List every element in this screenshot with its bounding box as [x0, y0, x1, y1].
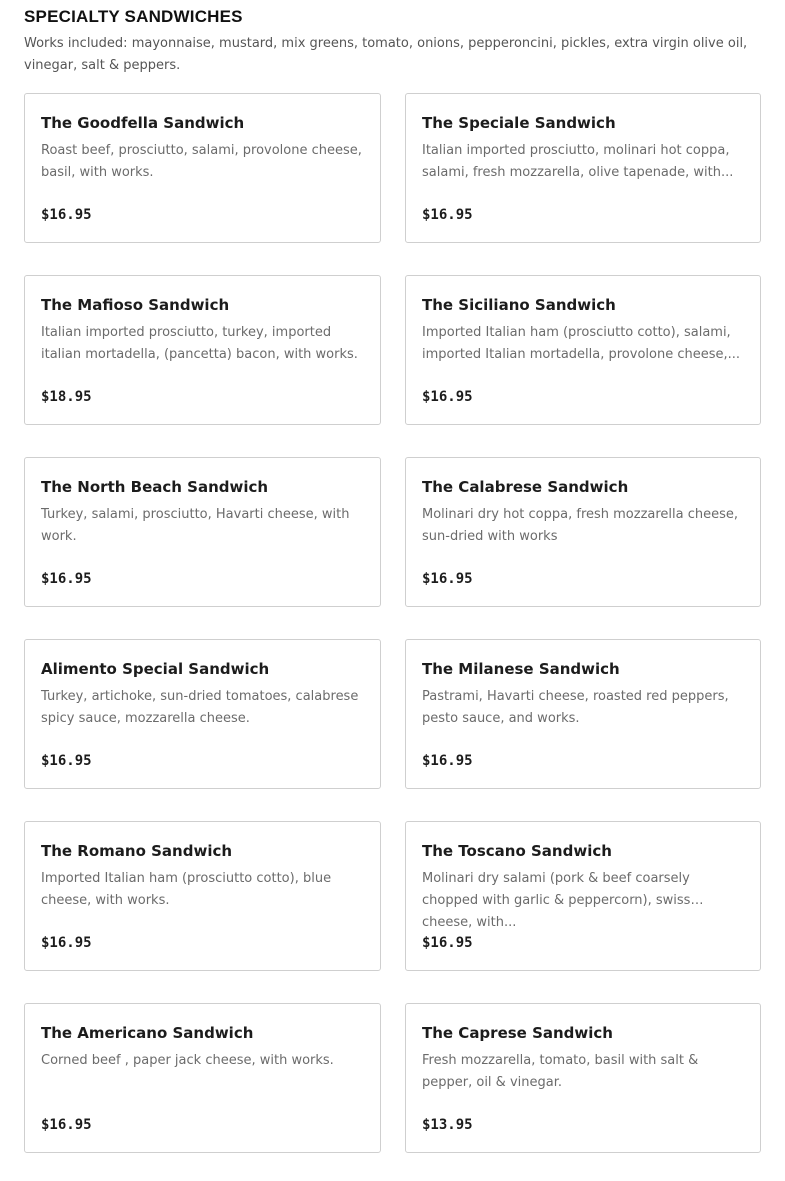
menu-item-description: Fresh mozzarella, tomato, basil with salt & pepper, oil & vinegar.	[422, 1053, 699, 1090]
menu-item-price: $16.95	[41, 207, 92, 223]
menu-item-description: Corned beef , paper jack cheese, with works.	[41, 1053, 334, 1068]
menu-item-price: $16.95	[422, 753, 473, 769]
menu-item-price: $16.95	[422, 207, 473, 223]
menu-item-price: $16.95	[422, 389, 473, 405]
menu-item-description: Imported Italian ham (prosciutto cotto), blue cheese, with works.	[41, 871, 332, 908]
menu-item-price: $13.95	[422, 1117, 473, 1133]
menu-item-grid	[24, 93, 761, 1153]
menu-item-price: $16.95	[41, 1117, 92, 1133]
menu-item-description: Pastrami, Havarti cheese, roasted red peppers, pesto sauce, and works.	[422, 689, 729, 726]
menu-item-description: Imported Italian ham (prosciutto cotto), salami, imported Italian mortadella, provolone cheese,...	[422, 325, 741, 362]
menu-item-description: Turkey, artichoke, sun-dried tomatoes, calabrese spicy sauce, mozzarella cheese.	[41, 689, 359, 726]
menu-item-name: The North Beach Sandwich	[41, 478, 269, 496]
menu-item-card-mafioso[interactable]	[24, 275, 381, 425]
menu-item-card-milanese[interactable]	[405, 639, 761, 789]
menu-item-price: $16.95	[41, 935, 92, 951]
menu-item-name: The Speciale Sandwich	[422, 114, 616, 132]
menu-item-name: The Romano Sandwich	[41, 842, 233, 860]
menu-item-name: The Milanese Sandwich	[422, 660, 620, 678]
menu-item-card-goodfella[interactable]	[24, 93, 381, 243]
menu-item-description: Molinari dry hot coppa, fresh mozzarella cheese, sun-dried with works	[422, 507, 739, 544]
menu-item-card-speciale[interactable]	[405, 93, 761, 243]
menu-item-card-toscano[interactable]	[405, 821, 761, 971]
menu-section-header	[24, 0, 761, 77]
menu-item-name: The Mafioso Sandwich	[41, 296, 230, 314]
menu-item-description: Turkey, salami, prosciutto, Havarti cheese, with work.	[41, 507, 350, 544]
menu-item-price: $18.95	[41, 389, 92, 405]
menu-item-description: Italian imported prosciutto, molinari hot coppa, salami, fresh mozzarella, olive tapenade, with...	[422, 143, 734, 180]
menu-item-name: The Americano Sandwich	[41, 1024, 254, 1042]
menu-item-name: The Toscano Sandwich	[422, 842, 612, 860]
menu-item-name: The Calabrese Sandwich	[422, 478, 629, 496]
menu-item-price: $16.95	[41, 571, 92, 587]
menu-item-description: Italian imported prosciutto, turkey, imported italian mortadella, (pancetta) bacon, with works.	[41, 325, 358, 362]
menu-item-price: $16.95	[422, 935, 473, 951]
menu-item-card-caprese[interactable]	[405, 1003, 761, 1153]
menu-item-card-north-beach[interactable]	[24, 457, 381, 607]
menu-item-price: $16.95	[41, 753, 92, 769]
menu-item-card-romano[interactable]	[24, 821, 381, 971]
menu-item-card-americano[interactable]	[24, 1003, 381, 1153]
menu-item-description: Molinari dry salami (pork & beef coarsely chopped with garlic & peppercorn), swiss cheese, with...	[422, 871, 691, 930]
menu-item-name: The Siciliano Sandwich	[422, 296, 616, 314]
menu-item-price: $16.95	[422, 571, 473, 587]
menu-item-name: The Goodfella Sandwich	[41, 114, 245, 132]
section-description: Works included: mayonnaise, mustard, mix greens, tomato, onions, pepperoncini, pickles, extra virgin olive oil, vinegar, salt & peppers.	[24, 36, 748, 73]
menu-item-description: Roast beef, prosciutto, salami, provolone cheese, basil, with works.	[41, 143, 362, 180]
menu-item-card-siciliano[interactable]	[405, 275, 761, 425]
menu-item-card-alimento-special[interactable]	[24, 639, 381, 789]
section-title: SPECIALTY SANDWICHES	[24, 7, 243, 26]
menu-item-name: The Caprese Sandwich	[422, 1024, 613, 1042]
menu-item-name: Alimento Special Sandwich	[41, 660, 270, 678]
menu-item-card-calabrese[interactable]	[405, 457, 761, 607]
